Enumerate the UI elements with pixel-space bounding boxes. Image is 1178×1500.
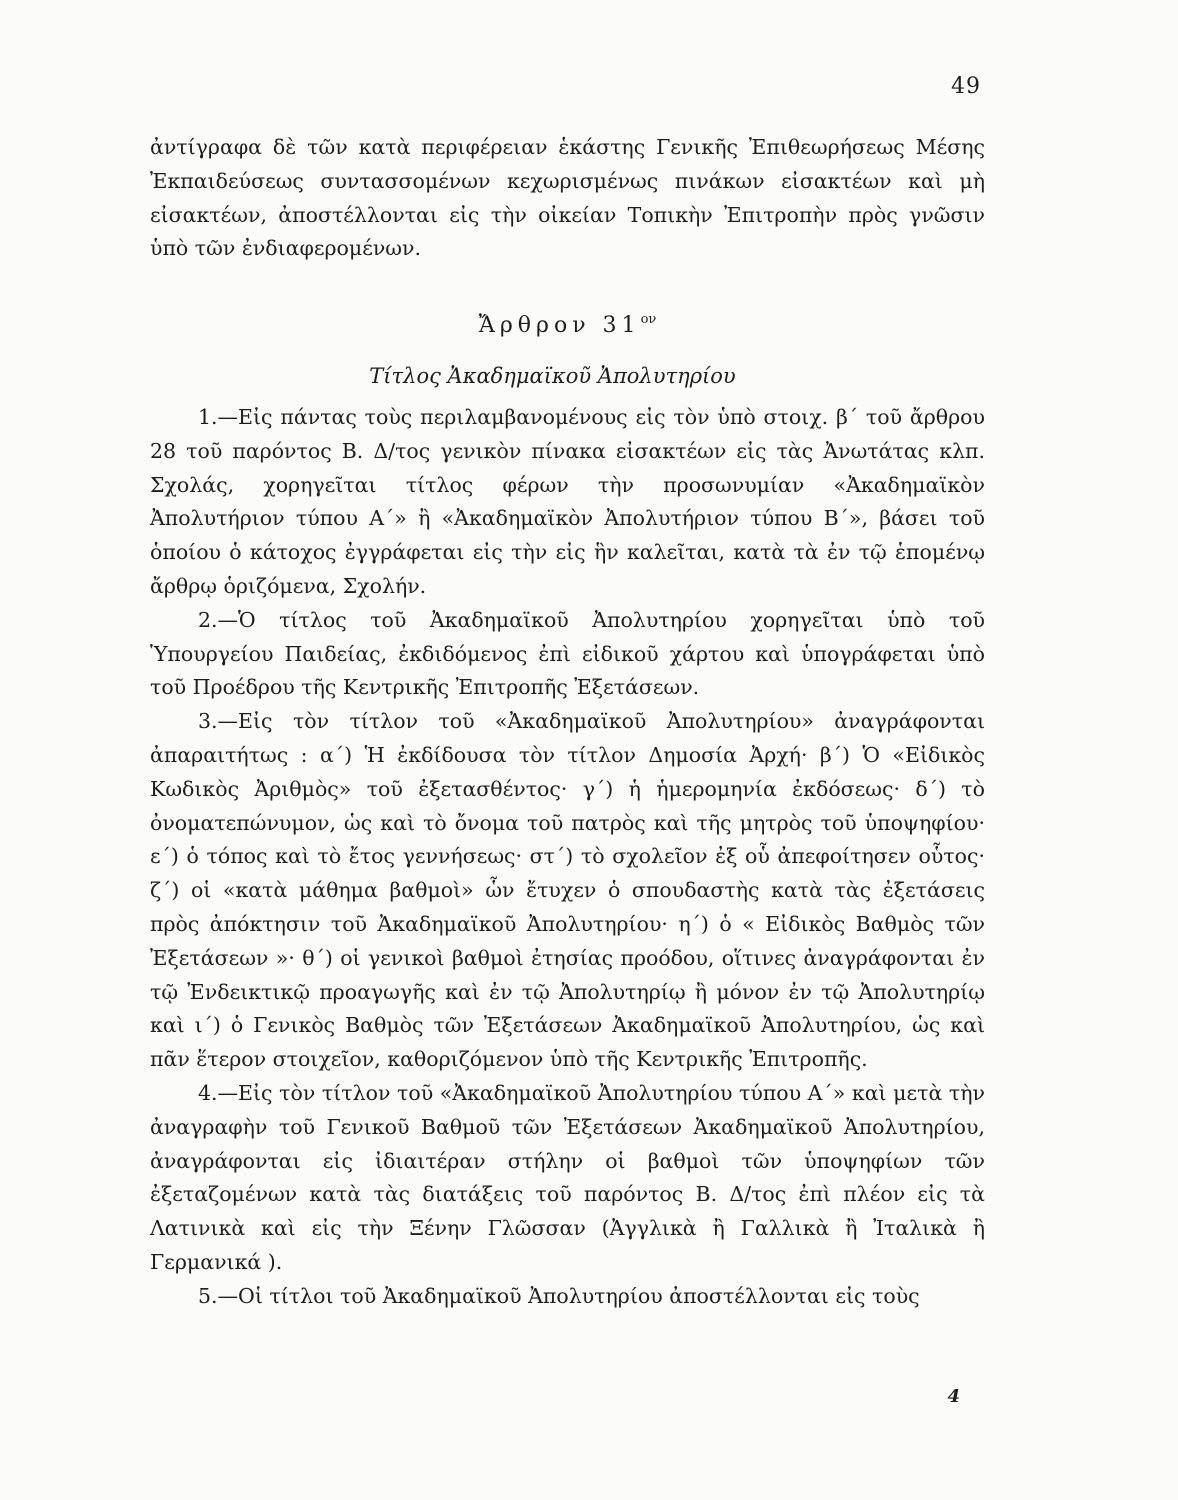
paragraph-1: 1.—Εἰς πάντας τοὺς περιλαμβανομένους εἰς τὸν ὑπὸ στοιχ. β΄ τοῦ ἄρθρου 28 τοῦ παρόντος Β. Δ/τος γενικὸν πίνακα εἰσακτέων εἰς τὰς Ἀνωτάτας κλπ. Σχολάς, χορηγεῖται τίτλος φέρων τὴν προσωνυμίαν «Ἀκαδημαϊκὸν Ἀπολυτήριον τύπου Α΄» ἢ «Ἀκαδημαϊκὸν Ἀπολυτήριον τύπου Β΄», βάσει τοῦ ὁποίου ὁ κάτοχος ἐγγράφεται εἰς τὴν εἰς ἣν καλεῖται, κατὰ τὰ ἐν τῷ ἑπομένῳ ἄρθρῳ ὁριζόμενα, Σχολήν.	[150, 405, 985, 598]
paragraph-text: ἀντίγραφα δὲ τῶν κατὰ περιφέρειαν ἑκάστης Γενικῆς Ἐπιθεωρήσεως Μέσης Ἐκπαιδεύσεως συντασσομένων κεχωρισμένως πινάκων εἰσακτέων καὶ μὴ εἰσακτέων, ἀποστέλλονται εἰς τὴν οἰκείαν Τοπικὴν Ἐπιτροπὴν πρὸς γνῶσιν ὑπὸ τῶν ἐνδιαφερομένων.	[150, 135, 985, 261]
article-heading-text: Ἄρθρον 31	[478, 313, 641, 338]
paragraph-2: 2.—Ὁ τίτλος τοῦ Ἀκαδημαϊκοῦ Ἀπολυτηρίου χορηγεῖται ὑπὸ τοῦ Ὑπουργείου Παιδείας, ἐκδιδόμενος ἐπὶ εἰδικοῦ χάρτου καὶ ὑπογράφεται ὑπὸ τοῦ Προέδρου τῆς Κεντρικῆς Ἐπιτροπῆς Ἐξετάσεων.	[150, 607, 985, 700]
paragraph-3: 3.—Εἰς τὸν τίτλον τοῦ «Ἀκαδημαϊκοῦ Ἀπολυτηρίου» ἀναγράφονται ἀπαραιτήτως : α΄) Ἡ ἐκδίδουσα τὸν τίτλον Δημοσία Ἀρχή· β΄) Ὁ «Εἰδικὸς Κωδικὸς Ἀριθμὸς» τοῦ ἐξετασθέντος· γ΄) ἡ ἡμερομηνία ἐκδόσεως· δ΄) τὸ ὀνοματεπώνυμον, ὡς καὶ τὸ ὄνομα τοῦ πατρὸς καὶ τῆς μητρὸς τοῦ ὑποψηφίου· ε΄) ὁ τόπος καὶ τὸ ἔτος γεννήσεως· στ΄) τὸ σχολεῖον ἐξ οὗ ἀπεφοίτησεν οὗτος· ζ΄) οἱ «κατὰ μάθημα βαθμοὶ» ὧν ἔτυχεν ὁ σπουδαστὴς κατὰ τὰς ἐξετάσεις πρὸς ἀπόκτησιν τοῦ Ἀκαδημαϊκοῦ Ἀπολυτηρίου· η΄) ὁ « Εἰδικὸς Βαθμὸς τῶν Ἐξετάσεων »· θ΄) οἱ γενικοὶ βαθμοὶ ἐτησίας προόδου, οἵτινες ἀναγράφονται ἐν τῷ Ἐνδεικτικῷ προαγωγῆς καὶ ἐν τῷ Ἀπολυτηρίῳ ἢ μόνον ἐν τῷ Ἀπολυτηρίῳ καὶ ι΄) ὁ Γενικὸς Βαθμὸς τῶν Ἐξετάσεων Ἀκαδημαϊκοῦ Ἀπολυτηρίου, ὡς καὶ πᾶν ἕτερον στοιχεῖον, καθοριζόμενον ὑπὸ τῆς Κεντρικῆς Ἐπιτροπῆς.	[150, 709, 985, 1072]
paragraph-5: 5.—Οἱ τίτλοι τοῦ Ἀκαδημαϊκοῦ Ἀπολυτηρίου ἀποστέλλονται εἰς τοὺς	[198, 1283, 920, 1308]
paragraph-4: 4.—Εἰς τὸν τίτλον τοῦ «Ἀκαδημαϊκοῦ Ἀπολυτηρίου τύπου Α΄» καὶ μετὰ τὴν ἀναγραφὴν τοῦ Γενικοῦ Βαθμοῦ τῶν Ἐξετάσεων Ἀκαδημαϊκοῦ Ἀπολυτηρίου, ἀναγράφονται εἰς ἰδιαιτέραν στήλην οἱ βαθμοὶ τῶν ὑποψηφίων τῶν ἐξεταζομένων κατὰ τὰς διατάξεις τοῦ παρόντος Β. Δ/τος ἐπὶ πλέον εἰς τὰ Λατινικὰ καὶ εἰς τὴν Ξένην Γλῶσσαν (Ἀγγλικὰ ἢ Γαλλικὰ ἢ Ἰταλικὰ ἢ Γερμανικά ).	[150, 1080, 985, 1274]
article-subtitle: Τίτλος Ἀκαδημαϊκοῦ Ἀπολυτηρίου	[369, 364, 736, 388]
page-number: 49	[951, 74, 981, 99]
signature-mark: 4	[947, 1386, 960, 1407]
article-body	[150, 401, 985, 1314]
article-heading-suffix: ον	[640, 312, 657, 327]
article-heading	[0, 312, 1135, 338]
intro-paragraph	[150, 131, 985, 266]
